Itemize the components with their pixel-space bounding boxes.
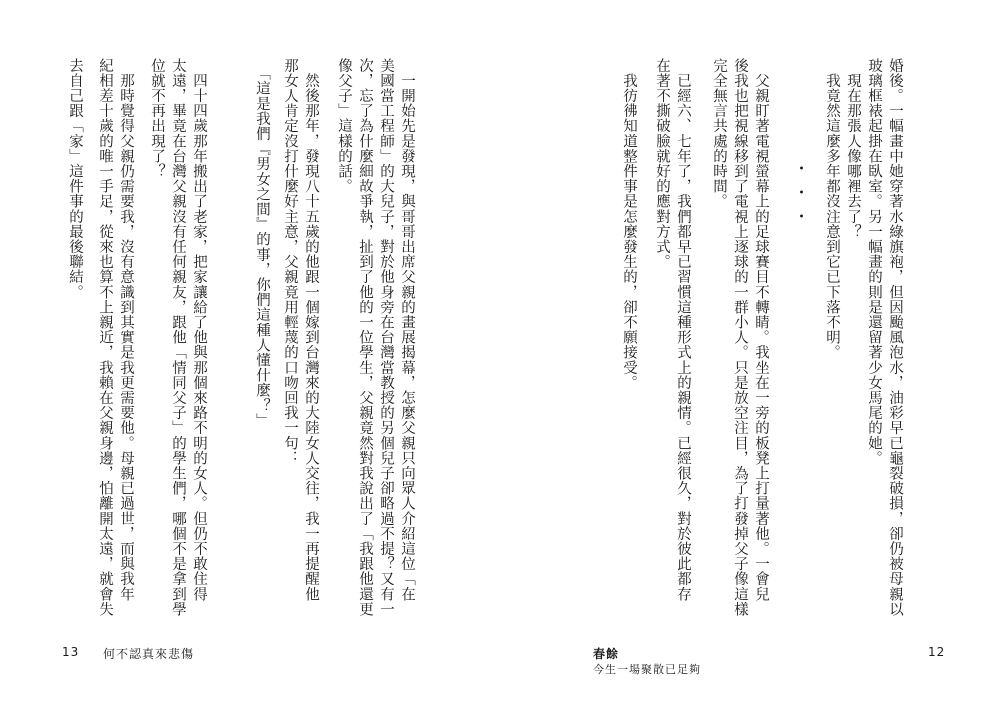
- text-column: 玻璃框裱起掛在臥室。另一幅畫的則是還留著少女馬尾的她。: [866, 58, 882, 466]
- text-column: 然後那年，發現八十五歲的他跟一個嫁到台灣來的大陸女人交往，我一再提醒他: [303, 58, 319, 602]
- text-column: 我竟然這麼多年都沒注意到它已下落不明。: [824, 58, 840, 360]
- text-column: 已經六、七年了，我們都早已習慣這種形式上的親情。已經很久，對於彼此都存: [675, 58, 691, 602]
- text-column: 像父子」這樣的話。: [336, 58, 352, 194]
- text-column: 太遠，畢竟在台灣父親沒有任何親友，跟他「情同父子」的學生們，哪個不是拿到學: [170, 58, 186, 617]
- running-title: 春餘: [593, 647, 620, 661]
- text-column: 我彷彿知道整件事是怎麼發生的，卻不願接受。: [621, 58, 637, 391]
- text-column: 那女人肯定沒打什麼好主意，父親竟用輕蔑的口吻回我一句：: [282, 58, 298, 466]
- right-page: [500, 0, 1000, 713]
- text-column: 在著不撕破臉就好的應對方式。: [654, 58, 670, 270]
- section-separator: ・・・: [791, 160, 810, 232]
- running-subtitle: 今生一場聚散已足夠: [593, 663, 701, 676]
- text-column: 婚後。一幅畫中她穿著水綠旗袍，但因颱風泡水，油彩早已龜裂破損，卻仍被母親以: [887, 58, 903, 617]
- text-column: 現在那張人像哪裡去了？: [845, 58, 861, 240]
- text-column: 完全無言共處的時間。: [711, 58, 727, 209]
- text-column: 一開始先是發現，與哥哥出席父親的畫展揭幕，怎麼父親只向眾人介紹這位「在: [399, 58, 415, 602]
- text-column: 美國當工程師」的大兒子，對於他身旁在台灣當教授的另個兒子卻略過不提？又有一: [378, 58, 394, 617]
- page-number: 13: [62, 645, 80, 659]
- text-column: 去自己跟「家」這件事的最後聯結。: [67, 58, 83, 300]
- text-column: 父親盯著電視螢幕上的足球賽目不轉睛。我坐在一旁的板凳上打量著他。一會兒: [753, 58, 769, 602]
- text-column: 四十四歲那年搬出了老家，把家讓給了他與那個來路不明的女人。但仍不敢住得: [191, 58, 207, 602]
- text-column: 「這是我們『男女之間』的事，你們這種人懂什麼？」: [254, 58, 270, 429]
- text-column: 次，忘了為什麼細故爭執，扯到了他的一位學生，父親竟然對我說出了「我跟他還更: [357, 58, 373, 617]
- text-column: 位就不再出現了？: [149, 58, 165, 179]
- text-column: 後我也把視線移到了電視上逐球的一群小人。只是放空注目，為了打發掉父子像這樣: [732, 58, 748, 617]
- running-title: 何不認真來悲傷: [103, 647, 195, 661]
- page-number: 12: [928, 645, 946, 659]
- text-column: 紀相差十歲的唯一手足，從來也算不上親近，我賴在父親身邊，怕離開太遠，就會失: [97, 58, 113, 617]
- text-column: 那時覺得父親仍需要我，沒有意識到其實是我更需要他。母親已過世，而與我年: [118, 58, 134, 602]
